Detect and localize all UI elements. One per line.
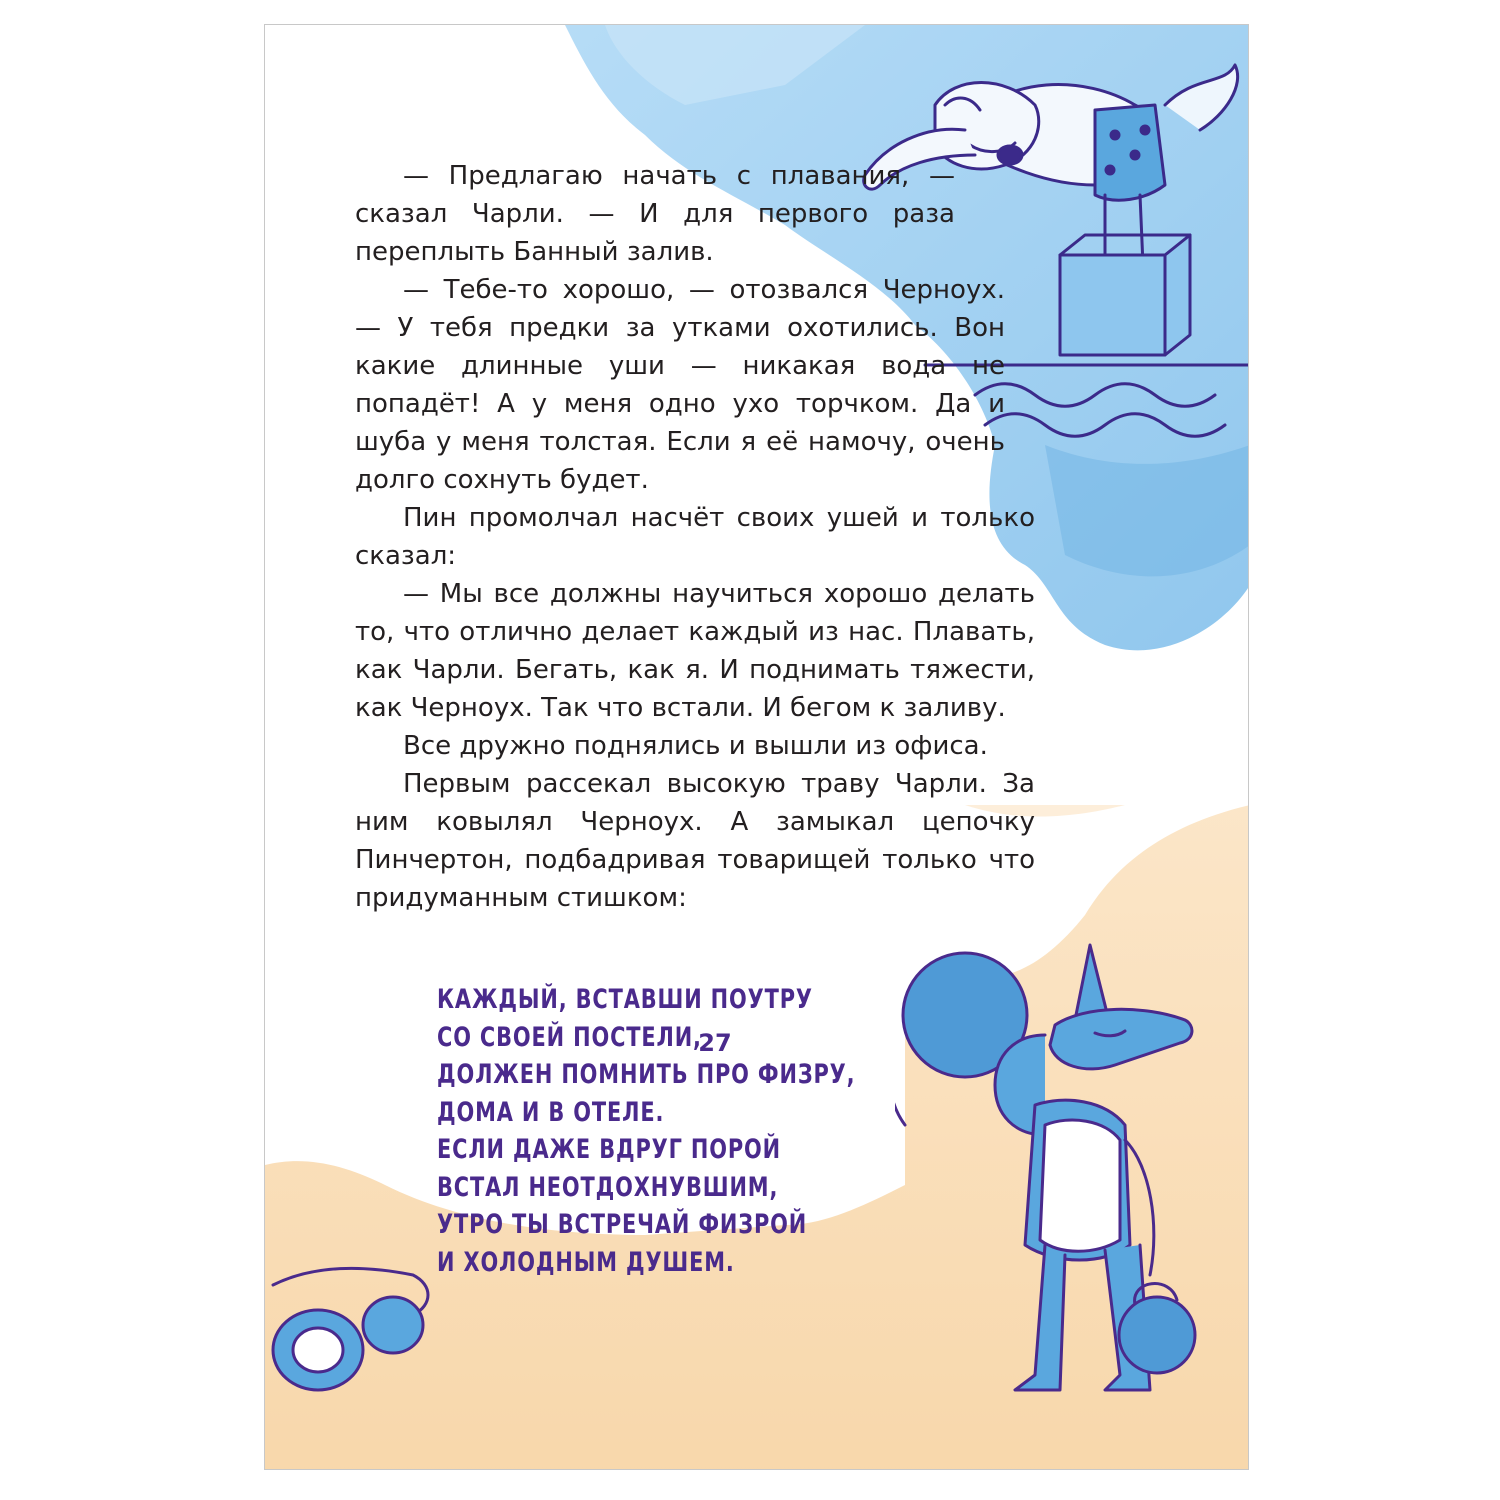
paragraph: — Тебе-то хорошо, — отозвался Черноух. — У тебя предки за утками охотились. Вон какие длинные уши — никакая вода не попадёт! А у меня одно ухо торчком. Да и шуба у меня толстая. Если я её намочу, очень долго сохнуть будет. [355,275,1005,495]
poem-line: ДОМА И В ОТЕЛЕ. [437,1096,665,1128]
book-page [264,24,1249,1470]
swim-goggles-icon [264,1245,453,1415]
page-number: 27 [698,1029,732,1057]
poem-line: ЕСЛИ ДАЖЕ ВДРУГ ПОРОЙ [437,1134,781,1165]
poem-line: ДОЛЖЕН ПОМНИТЬ ПРО ФИЗРУ, [437,1059,856,1090]
poem [437,981,856,1281]
poem-line: ВСТАЛ НЕОТДОХНУВШИМ, [437,1171,779,1203]
story-text [355,157,1035,917]
paragraph: — Предлагаю начать с плавания, — сказал Чарли. — И для первого раза переплыть Банный залив. [355,161,955,267]
poem-line: СО СВОЕЙ ПОСТЕЛИ, [437,1021,702,1053]
paragraph: Первым рассекал высокую траву Чарли. За ним ковылял Черноух. А замыкал цепочку Пинчертон, подбадривая товарищей только что придуманным стишком: [355,769,1035,913]
paragraph: Все дружно поднялись и вышли из офиса. [403,731,988,761]
jackal-weightlifter-icon [895,925,1249,1405]
poem-line: И ХОЛОДНЫМ ДУШЕМ. [437,1246,735,1278]
paragraph: — Мы все должны научиться хорошо делать то, что отлично делает каждый из нас. Плавать, как Чарли. Бегать, как я. И поднимать тяжести, как Черноух. Так что встали. И бегом к заливу. [355,579,1035,723]
poem-line: КАЖДЫЙ, ВСТАВШИ ПОУТРУ [437,984,813,1015]
paragraph: Пин промолчал насчёт своих ушей и только сказал: [355,503,1035,571]
poem-line: УТРО ТЫ ВСТРЕЧАЙ ФИЗРОЙ [437,1209,808,1240]
